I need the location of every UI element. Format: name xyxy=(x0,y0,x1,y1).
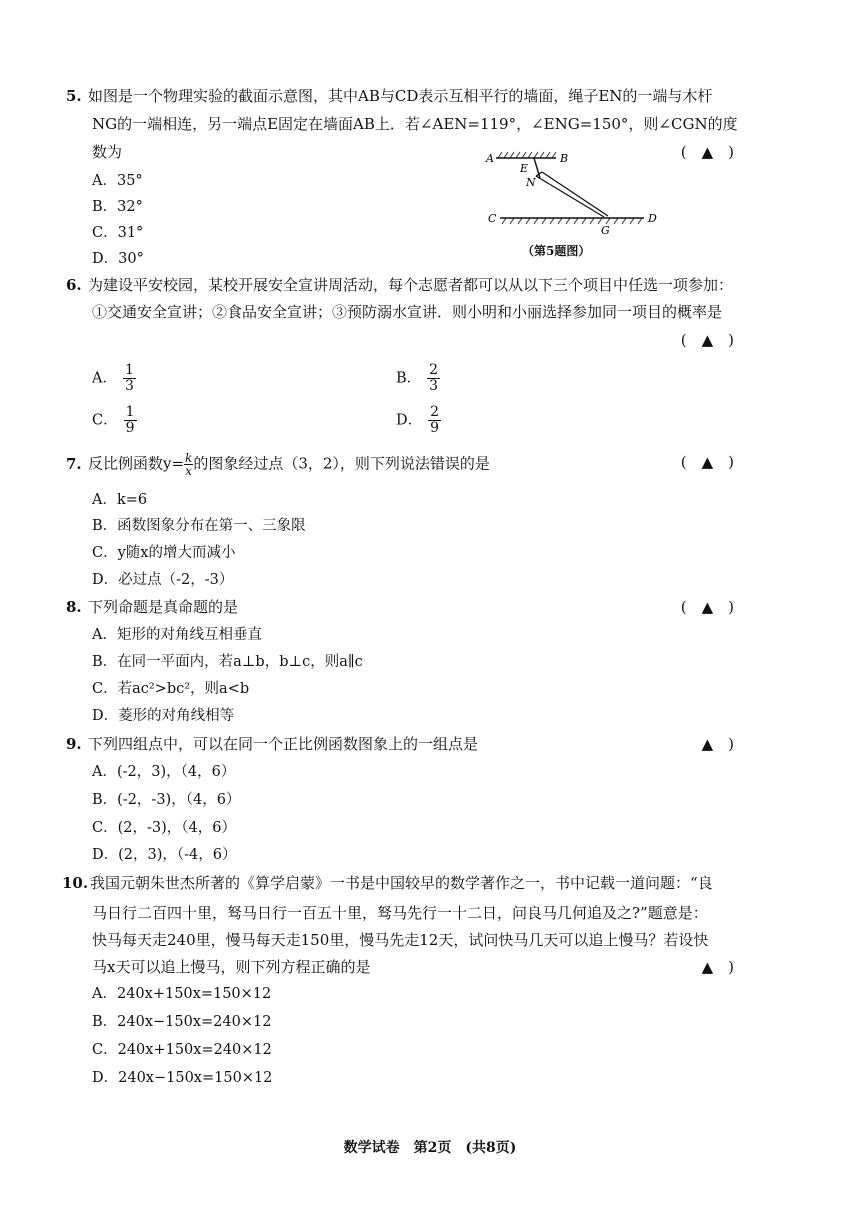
q10-answer-blank: ▲ ) xyxy=(701,958,734,976)
q7-option-b: B．函数图象分布在第一、三象限 xyxy=(92,518,306,534)
q5-option-a: A．35° xyxy=(92,173,143,189)
page-footer: 数学试卷 第2页 (共8页) xyxy=(343,1140,517,1156)
q9-line1: 9. 下列四组点中，可以在同一个正比例函数图象上的一组点是 xyxy=(66,735,479,753)
q10-option-b: B．240x−150x=240×12 xyxy=(92,1014,272,1030)
q8-answer-blank: ( ▲ ) xyxy=(680,598,734,616)
q8-option-c: C．若ac²>bc²，则a<b xyxy=(92,681,250,697)
fraction: $\frac{2}{9}$ xyxy=(430,404,440,436)
q8-line1: 8. 下列命题是真命题的是 xyxy=(66,598,239,616)
q6-answer-blank: ( ▲ ) xyxy=(680,331,734,349)
q10-option-c: C．240x+150x=240×12 xyxy=(92,1042,272,1058)
q6-option-b: B． $\frac{2}{3}$ xyxy=(396,362,439,394)
q7-answer-blank: ( ▲ ) xyxy=(680,453,734,471)
q9-option-d: D．(2，3)，（-4，6） xyxy=(92,847,237,863)
label-a: A xyxy=(486,152,494,165)
fraction: $\frac{k}{x}$ xyxy=(185,451,193,478)
q9-answer-blank: ▲ ) xyxy=(701,735,734,753)
rod-ng-edge1 xyxy=(536,176,604,217)
q9-option-a: A．(-2，3)，（4，6） xyxy=(92,764,236,780)
q6-line1: 6. 为建设平安校园，某校开展安全宣讲周活动，每个志愿者都可以从以下三个项目中任选一项参加： xyxy=(66,276,734,294)
label-g: G xyxy=(601,224,610,237)
label-b: B xyxy=(560,152,569,165)
q9-option-c: C．(2，-3)，（4，6） xyxy=(92,820,236,836)
q5-line3: 数为 xyxy=(92,143,123,161)
q10-line4: 马x天可以追上慢马，则下列方程正确的是 xyxy=(92,958,371,976)
rod-ng-edge2 xyxy=(542,172,608,216)
q7-stem: 7. 反比例函数y= $\frac{k}{x}$ 的图象经过点（3，2），则下列说法错误的是 xyxy=(66,451,490,478)
q10-option-d: D．240x−150x=150×12 xyxy=(92,1070,273,1086)
q9-option-b: B．(-2，-3)，（4，6） xyxy=(92,792,241,808)
q5-answer-blank: ( ▲ ) xyxy=(680,143,734,161)
q5-option-d: D．30° xyxy=(92,251,144,267)
q5-option-b: B．32° xyxy=(92,199,143,215)
fraction: $\frac{1}{9}$ xyxy=(125,404,135,436)
q7-option-d: D．必过点（-2，-3） xyxy=(92,572,234,588)
q10-line2: 马日行二百四十里，驽马日行一百五十里，驽马先行一十二日，问良马几何追及之?”题意是： xyxy=(92,904,708,922)
fraction: $\frac{1}{3}$ xyxy=(124,362,134,394)
q10-line3: 快马每天走240里，慢马每天走150里，慢马先走12天，试问快马几天可以追上慢马？若设快 xyxy=(92,931,709,949)
q5-line1: 5. 如图是一个物理实验的截面示意图，其中AB与CD表示互相平行的墙面，绳子EN的一端与木杆 xyxy=(66,87,713,105)
wall-cd-hatch xyxy=(502,218,642,224)
q6-line2: ①交通安全宣讲；②食品安全宣讲；③预防溺水宣讲．则小明和小丽选择参加同一项目的概率是 xyxy=(92,303,723,321)
label-d: D xyxy=(648,212,657,225)
label-e: E xyxy=(520,162,529,175)
q10-option-a: A．240x+150x=150×12 xyxy=(92,986,272,1002)
q6-option-c: C． $\frac{1}{9}$ xyxy=(92,404,135,436)
q7-option-a: A．k=6 xyxy=(92,492,148,508)
q5-line2: NG的一端相连，另一端点E固定在墙面AB上．若∠AEN=119°，∠ENG=150°，则∠CGN的度 xyxy=(92,115,738,133)
label-c: C xyxy=(488,212,497,225)
label-n: N xyxy=(526,176,536,189)
wall-ab-hatch xyxy=(498,152,556,158)
q10-line1: 10. 我国元朝朱世杰所著的《算学启蒙》一书是中国较早的数学著作之一，书中记载一道问题：“良 xyxy=(62,874,713,892)
q8-option-a: A．矩形的对角线互相垂直 xyxy=(92,627,262,643)
q5-option-c: C．31° xyxy=(92,225,144,241)
q8-option-b: B．在同一平面内，若a⊥b，b⊥c，则a∥c xyxy=(92,654,363,670)
q5-figure-caption: （第5题图） xyxy=(522,244,591,258)
fraction: $\frac{2}{3}$ xyxy=(429,362,439,394)
q6-option-d: D． $\frac{2}{9}$ xyxy=(396,404,440,436)
q8-option-d: D．菱形的对角线相等 xyxy=(92,708,235,724)
q6-option-a: A． $\frac{1}{3}$ xyxy=(92,362,134,394)
q7-option-c: C．y随x的增大而减小 xyxy=(92,545,236,561)
